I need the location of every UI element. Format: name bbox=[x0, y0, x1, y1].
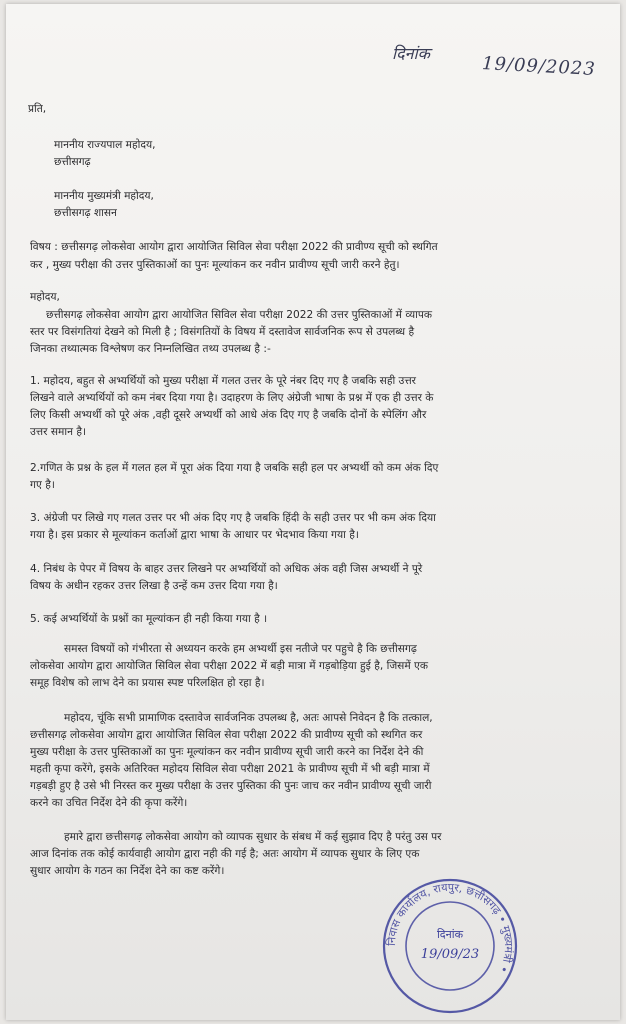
recipient-governor-state: छत्तीसगढ़ bbox=[54, 156, 91, 168]
subject-line: विषय : छत्तीसगढ़ लोकसेवा आयोग द्वारा आयोजित सिविल सेवा परीक्षा 2022 की प्रावीण्य सूची को स्थगित bbox=[30, 241, 438, 253]
recipient-cm: माननीय मुख्यमंत्री महोदय, bbox=[54, 190, 154, 202]
point-1-line: उत्तर समान है। bbox=[30, 426, 86, 438]
para2-line: गड़बड़ी हुए है उसे भी निरस्त कर मुख्य परीक्षा के उत्तर पुस्तिका की पुनः जाच कर नवीन प्रावीण्य सूची जारी bbox=[30, 780, 432, 792]
letter-page bbox=[6, 4, 620, 1020]
para2-line: छत्तीसगढ़ लोकसेवा आयोग द्वारा आयोजित सिविल सेवा परीक्षा 2022 की प्रावीण्य सूची को स्थगित कर bbox=[30, 729, 423, 741]
intro-line: स्तर पर विसंगतियां देखने को मिली है ; विसंगतियों के विषय में दस्तावेज सार्वजनिक रूप से उपलब्ध है bbox=[30, 326, 415, 338]
salutation: महोदय, bbox=[30, 291, 60, 303]
seal-outer-ring bbox=[384, 880, 516, 1012]
para3-line: हमारे द्वारा छत्तीसगढ़ लोकसेवा आयोग को व्यापक सुधार के संबध में कई सुझाव दिए है परंतु उस पर bbox=[64, 831, 442, 843]
date-value: 19/09/2023 bbox=[481, 53, 597, 80]
para2-line: करने का उचित निर्देश देने की कृपा करेंगे। bbox=[30, 797, 188, 809]
point-3-line: 3. अंग्रेजी पर लिखे गए गलत उत्तर पर भी अंक दिए गए है जबकि हिंदी के सही उत्तर पर भी कम अंक दिया bbox=[30, 512, 436, 524]
seal-inner-ring bbox=[406, 902, 494, 990]
para2-line: महती कृपा करेंगे, इसके अतिरिक्त महोदय सिविल सेवा परीक्षा 2021 के प्रावीण्य सूची में भी बड़ी मात्रा में bbox=[30, 763, 430, 775]
seal-date-label: दिनांक bbox=[436, 928, 464, 941]
point-2-line: गए है। bbox=[30, 479, 55, 491]
point-2-line: 2.गणित के प्रश्न के हल में गलत हल में पूरा अंक दिया गया है जबकि सही हल पर अभ्यर्थी को कम अंक दिए bbox=[30, 462, 439, 474]
para3-line: सुधार आयोग के गठन का निर्देश देने का कष्ट करेंगे। bbox=[30, 865, 225, 877]
para2-line: मुख्य परीक्षा के उत्तर पुस्तिकाओं का पुनः मूल्यांकन कर नवीन प्रावीण्य सूची जारी करने का निर्देश देने की bbox=[30, 746, 424, 758]
point-5-line: 5. कई अभ्यर्थियों के प्रश्नों का मूल्यांकन ही नही किया गया है । bbox=[30, 613, 268, 625]
subject-line: कर , मुख्य परीक्षा की उत्तर पुस्तिकाओं का पुनः मूल्यांकन कर नवीन प्रावीण्य सूची जारी करने हेतु। bbox=[30, 259, 400, 271]
seal-outer-text: निवास कार्यालय, रायपुर, छत्तीसगढ़ • मुख्यमंत्री • bbox=[384, 880, 516, 975]
point-4-line: 4. निबंध के पेपर में विषय के बाहर उत्तर लिखने पर अभ्यर्थियों को अधिक अंक वही जिस अभ्यर्थी ने पूरे bbox=[30, 563, 423, 575]
seal-date: 19/09/23 bbox=[420, 947, 480, 962]
point-3-line: गया है। इस प्रकार से मूल्यांकन कर्ताओं द्वारा भाषा के आधार पर भेदभाव किया गया है। bbox=[30, 529, 359, 541]
intro-line: जिनका तथ्यात्मक विश्लेषण कर निम्नलिखित तथ्य उपलब्ध है :- bbox=[30, 343, 271, 355]
date-label: दिनांक bbox=[392, 44, 430, 63]
point-1-line: 1. महोदय, बहुत से अभ्यर्थियों को मुख्य परीक्षा में गलत उत्तर के पूरे नंबर दिए गए है जबकि सही उत्तर bbox=[30, 375, 417, 387]
point-4-line: विषय के अधीन रहकर उत्तर लिखा है उन्हें कम उत्तर दिया गया है। bbox=[30, 580, 278, 592]
para1-line: लोकसेवा आयोग द्वारा आयोजित सिविल सेवा परीक्षा 2022 में बड़ी मात्रा में गड़बोड़िया हुई है, जिसमें एक bbox=[30, 660, 429, 672]
recipient-governor: माननीय राज्यपाल महोदय, bbox=[54, 139, 156, 151]
para3-line: आज दिनांक तक कोई कार्यवाही आयोग द्वारा नही की गई है; अतः आयोग में व्यापक सुधार के लिए एक bbox=[30, 848, 420, 860]
point-1-line: लिए किसी अभ्यर्थी को पूरे अंक ,वही दूसरे अभ्यर्थी को आधे अंक दिए गए है जबकि दोनों के स्पेलिंग और bbox=[30, 409, 427, 421]
para1-line: समूह विशेष को लाभ देने का प्रयास स्पष्ट परिलक्षित हो रहा है। bbox=[30, 677, 265, 689]
intro-line: छत्तीसगढ़ लोकसेवा आयोग द्वारा आयोजित सिविल सेवा परीक्षा 2022 की उत्तर पुस्तिकाओं में व्यापक bbox=[46, 309, 433, 321]
para2-line: महोदय, चूंकि सभी प्रामाणिक दस्तावेज सार्वजनिक उपलब्ध है, अतः आपसे निवेदन है कि तत्काल, bbox=[64, 712, 433, 724]
recipient-cm-govt: छत्तीसगढ़ शासन bbox=[54, 207, 117, 219]
office-seal-stamp bbox=[380, 876, 520, 1016]
para1-line: समस्त विषयों को गंभीरता से अध्ययन करके हम अभ्यर्थी इस नतीजे पर पहुचे है कि छत्तीसगढ़ bbox=[64, 643, 417, 655]
to-label: प्रति, bbox=[28, 103, 47, 115]
point-1-line: लिखने वाले अभ्यर्थियों को कम नंबर दिया गया है। उदाहरण के लिए अंग्रेजी भाषा के प्रश्न में एक ही उत्तर के bbox=[30, 392, 434, 404]
